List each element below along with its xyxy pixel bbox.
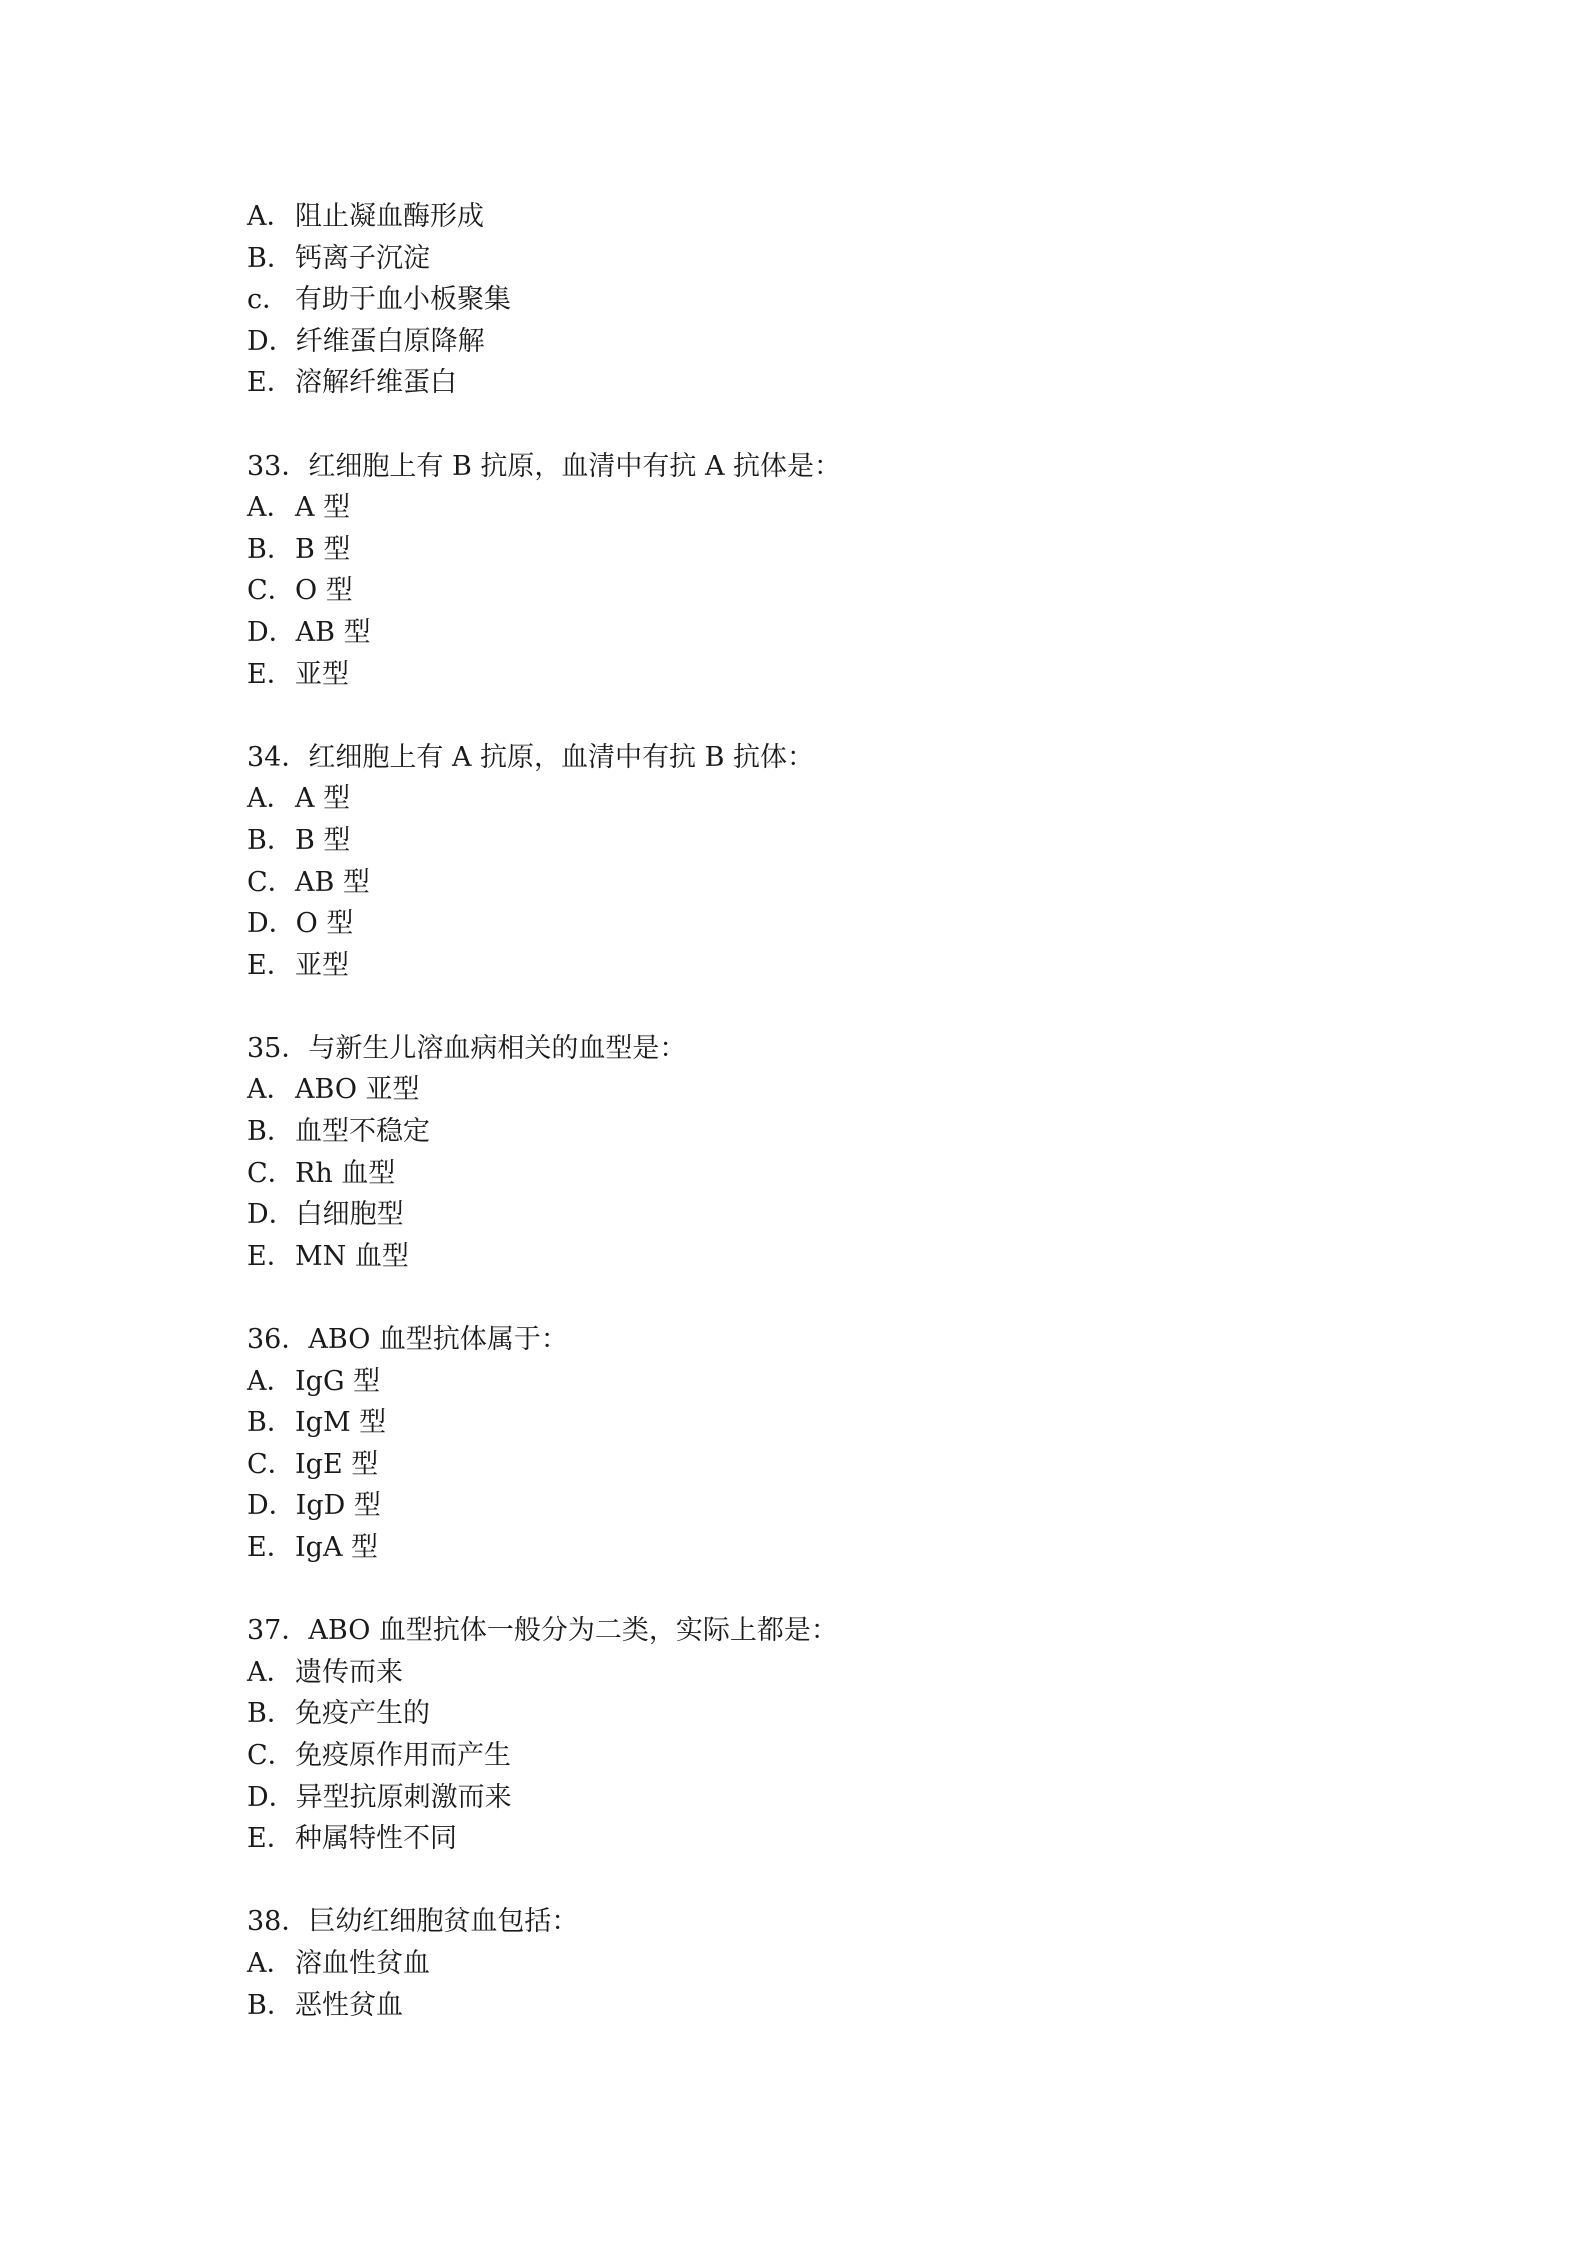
option-line [247,1153,1397,1195]
option-label: c． [247,284,290,316]
option-text: B 型 [295,824,351,856]
option-text: O 型 [295,575,353,607]
option-label: B． [247,824,294,856]
blank-line [247,1277,1397,1319]
option-label: D． [247,1781,296,1813]
option-label: B． [247,242,294,274]
option-text: B 型 [295,533,351,565]
question-32-options [247,196,1397,404]
option-line [247,1069,1397,1111]
option-label: B． [247,1698,294,1730]
question-number: 33． [247,450,309,482]
option-line [247,196,1397,238]
option-line [247,612,1397,654]
option-label: D． [247,1490,296,1522]
question-stem [247,1901,1397,1943]
question-text: 与新生儿溶血病相关的血型是： [308,1032,687,1064]
option-text: 遗传而来 [295,1656,403,1688]
option-line [247,1735,1397,1777]
option-label: B． [247,1116,294,1148]
option-label: D． [247,325,296,357]
option-text: 免疫产生的 [295,1698,430,1730]
option-line [247,1693,1397,1735]
option-text: IgM 型 [295,1407,387,1439]
option-label: C． [247,1739,295,1771]
option-label: D． [247,616,296,648]
option-line [247,1777,1397,1819]
option-line [247,321,1397,363]
option-line [247,1111,1397,1153]
option-line [247,945,1397,987]
question-text: ABO 血型抗体属于： [308,1324,568,1356]
option-label: E． [247,367,294,399]
question-block [247,1028,1397,1278]
question-block [247,1319,1397,1569]
option-text: 亚型 [295,658,349,690]
question-text: 红细胞上有 A 抗原，血清中有抗 B 抗体： [308,741,815,773]
option-label: E． [247,1532,294,1563]
option-label: C． [247,575,295,607]
question-block [247,1901,1397,2026]
option-text: IgE 型 [295,1448,379,1480]
option-label: C． [247,1157,295,1189]
option-line [247,1402,1397,1444]
blank-line [247,695,1397,737]
option-line [247,362,1397,404]
option-text: AB 型 [295,616,371,648]
option-text: 血型不稳定 [295,1116,430,1148]
option-text: MN 血型 [295,1240,409,1272]
question-number: 38． [247,1906,309,1938]
option-line [247,1361,1397,1403]
option-label: E． [247,949,294,981]
option-line [247,1652,1397,1694]
option-label: E． [247,658,294,690]
blank-line [247,1569,1397,1611]
question-number: 34． [247,741,309,773]
option-line [247,238,1397,280]
option-line [247,1236,1397,1278]
option-text: 有助于血小板聚集 [295,284,511,316]
blank-line [247,986,1397,1028]
question-stem [247,1319,1397,1361]
option-line [247,487,1397,529]
option-line [247,1818,1397,1860]
option-text: IgD 型 [295,1490,381,1522]
option-text: A 型 [295,783,351,815]
question-list [247,404,1397,2026]
option-label: E． [247,1240,294,1272]
option-text: 溶血性贫血 [295,1947,430,1979]
blank-line [247,1860,1397,1902]
option-text: IgG 型 [295,1365,381,1397]
option-label: D． [247,908,296,940]
option-text: AB 型 [295,866,370,898]
question-block [247,446,1397,696]
option-text: IgA 型 [295,1532,379,1563]
option-line [247,1943,1397,1985]
option-label: A． [247,201,294,232]
option-label: A． [247,1074,294,1106]
option-text: 白细胞型 [295,1199,404,1231]
option-text: 种属特性不同 [295,1823,457,1855]
option-label: D． [247,1199,296,1231]
option-label: A． [247,1365,294,1397]
option-line [247,279,1397,321]
question-stem [247,1028,1397,1070]
question-stem [247,1610,1397,1652]
option-text: O 型 [295,908,354,940]
question-number: 37． [247,1615,309,1647]
question-text: 红细胞上有 B 抗原，血清中有抗 A 抗体是： [308,450,842,482]
option-label: B． [247,1407,294,1439]
option-text: 恶性贫血 [295,1989,403,2021]
question-block [247,1610,1397,1860]
option-line [247,570,1397,612]
option-text: Rh 血型 [295,1157,396,1189]
option-label: A． [247,492,294,524]
option-label: A． [247,1947,294,1979]
option-label: C． [247,1448,295,1480]
option-line [247,1527,1397,1569]
question-number: 35． [247,1032,309,1064]
option-text: ABO 亚型 [295,1074,420,1106]
option-line [247,1194,1397,1236]
option-label: A． [247,1656,294,1688]
option-line [247,903,1397,945]
option-text: 亚型 [295,949,349,981]
option-label: A． [247,783,294,815]
option-line [247,654,1397,696]
option-text: A 型 [295,492,351,524]
question-stem [247,737,1397,779]
option-line [247,1985,1397,2027]
option-text: 异型抗原刺激而来 [295,1781,512,1813]
option-text: 纤维蛋白原降解 [295,325,485,357]
option-line [247,820,1397,862]
option-text: 溶解纤维蛋白 [295,367,457,399]
option-line [247,1444,1397,1486]
question-block [247,737,1397,987]
document-page [247,196,1397,2026]
option-label: B． [247,1989,294,2021]
question-text: ABO 血型抗体一般分为二类，实际上都是： [308,1615,838,1647]
question-text: 巨幼红细胞贫血包括： [308,1906,579,1938]
option-line [247,529,1397,571]
option-line [247,778,1397,820]
option-text: 阻止凝血酶形成 [295,201,484,232]
option-label: B． [247,533,294,565]
option-text: 免疫原作用而产生 [295,1739,511,1771]
option-line [247,1485,1397,1527]
option-line [247,862,1397,904]
option-label: E． [247,1823,294,1855]
blank-line [247,404,1397,446]
option-label: C． [247,866,295,898]
option-text: 钙离子沉淀 [295,242,430,274]
question-number: 36． [247,1324,309,1356]
question-stem [247,446,1397,488]
